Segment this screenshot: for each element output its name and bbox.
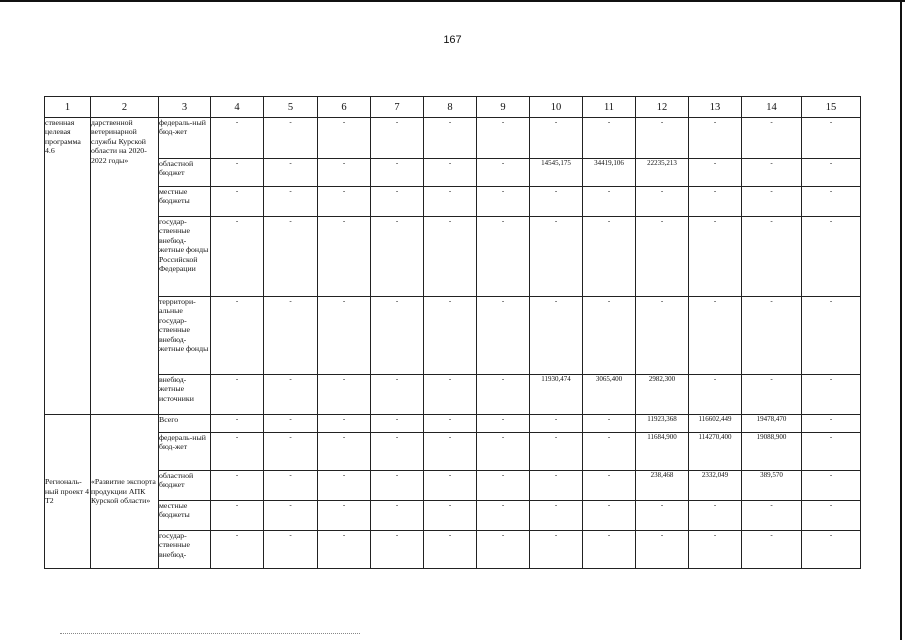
value-cell: -: [636, 297, 689, 375]
value-cell: -: [477, 159, 530, 187]
value-cell: -: [583, 471, 636, 501]
column-header: 2: [91, 97, 159, 118]
value-cell: -: [530, 187, 583, 217]
table-row: [45, 375, 861, 415]
value-cell: -: [583, 415, 636, 433]
value-cell: -: [371, 501, 424, 531]
value-cell: -: [802, 297, 861, 375]
value-cell: -: [742, 187, 802, 217]
table-row: [45, 187, 861, 217]
value-cell: -: [318, 159, 371, 187]
value-cell: -: [583, 501, 636, 531]
value-cell: -: [530, 531, 583, 569]
value-cell: -: [264, 501, 318, 531]
value-cell: -: [477, 531, 530, 569]
value-cell: -: [371, 415, 424, 433]
value-cell: 389,570: [742, 471, 802, 501]
value-cell: -: [742, 531, 802, 569]
value-cell: -: [583, 433, 636, 471]
funding-source: областной бюджет: [159, 159, 211, 187]
value-cell: -: [802, 217, 861, 297]
value-cell: -: [371, 159, 424, 187]
scan-artifact-line: [60, 633, 360, 634]
funding-source: государ-ственные внебюд-: [159, 531, 211, 569]
funding-source: федераль-ный бюд-жет: [159, 433, 211, 471]
table-row: [45, 433, 861, 471]
value-cell: -: [689, 375, 742, 415]
funding-source: местные бюджеты: [159, 187, 211, 217]
column-header: 15: [802, 97, 861, 118]
value-cell: -: [424, 217, 477, 297]
table-row: [45, 415, 861, 433]
table-row: [45, 471, 861, 501]
value-cell: -: [318, 531, 371, 569]
value-cell: -: [689, 501, 742, 531]
value-cell: -: [802, 159, 861, 187]
value-cell: -: [211, 433, 264, 471]
header-row: [45, 97, 861, 118]
table-row: [45, 297, 861, 375]
funding-source: внебюд-жетные источники: [159, 375, 211, 415]
value-cell: -: [211, 159, 264, 187]
value-cell: 2982,300: [636, 375, 689, 415]
value-cell: -: [742, 501, 802, 531]
value-cell: -: [318, 501, 371, 531]
value-cell: -: [318, 471, 371, 501]
value-cell: -: [636, 531, 689, 569]
column-header: 6: [318, 97, 371, 118]
value-cell: -: [264, 297, 318, 375]
value-cell: -: [802, 118, 861, 159]
program-name: ственная целевая программа 4.6: [45, 118, 91, 415]
value-cell: 11684,900: [636, 433, 689, 471]
column-header: 8: [424, 97, 477, 118]
value-cell: -: [371, 187, 424, 217]
value-cell: -: [477, 118, 530, 159]
value-cell: -: [371, 471, 424, 501]
value-cell: -: [211, 501, 264, 531]
value-cell: -: [636, 187, 689, 217]
column-header: 1: [45, 97, 91, 118]
value-cell: -: [530, 433, 583, 471]
column-header: 10: [530, 97, 583, 118]
funding-source: территори-альные государ-ственные внебюд-жетные фонды: [159, 297, 211, 375]
value-cell: -: [530, 501, 583, 531]
budget-table: [44, 96, 861, 569]
table-row: [45, 217, 861, 297]
value-cell: -: [211, 118, 264, 159]
value-cell: -: [264, 433, 318, 471]
value-cell: 114270,400: [689, 433, 742, 471]
funding-source: областной бюджет: [159, 471, 211, 501]
value-cell: -: [742, 118, 802, 159]
value-cell: -: [530, 118, 583, 159]
value-cell: -: [742, 297, 802, 375]
value-cell: -: [211, 415, 264, 433]
value-cell: -: [211, 375, 264, 415]
value-cell: -: [371, 375, 424, 415]
value-cell: -: [530, 297, 583, 375]
value-cell: 3065,400: [583, 375, 636, 415]
value-cell: -: [742, 375, 802, 415]
value-cell: -: [742, 159, 802, 187]
value-cell: -: [371, 217, 424, 297]
value-cell: -: [477, 433, 530, 471]
value-cell: -: [318, 375, 371, 415]
value-cell: -: [424, 118, 477, 159]
value-cell: -: [211, 471, 264, 501]
value-cell: -: [318, 297, 371, 375]
value-cell: -: [689, 118, 742, 159]
value-cell: -: [424, 531, 477, 569]
value-cell: -: [424, 187, 477, 217]
value-cell: -: [424, 501, 477, 531]
value-cell: -: [264, 375, 318, 415]
value-cell: 11923,368: [636, 415, 689, 433]
value-cell: -: [264, 187, 318, 217]
value-cell: -: [477, 217, 530, 297]
value-cell: -: [211, 187, 264, 217]
value-cell: -: [264, 471, 318, 501]
page-border-right: [900, 0, 902, 640]
value-cell: -: [742, 217, 802, 297]
table-body: [45, 118, 861, 569]
value-cell: -: [636, 217, 689, 297]
value-cell: -: [424, 297, 477, 375]
column-header: 11: [583, 97, 636, 118]
value-cell: -: [477, 501, 530, 531]
project-name: Региональ-ный проект 4 Т2: [45, 415, 91, 569]
value-cell: -: [424, 375, 477, 415]
table-row: [45, 159, 861, 187]
funding-source: государ-ственные внебюд-жетные фонды Российской Федерации: [159, 217, 211, 297]
project-title: «Развитие экспорта продукции АПК Курской области»: [91, 415, 159, 569]
value-cell: 11930,474: [530, 375, 583, 415]
program-title: дарственной ветеринарной службы Курской области на 2020-2022 годы»: [91, 118, 159, 415]
value-cell: -: [802, 187, 861, 217]
value-cell: 2332,049: [689, 471, 742, 501]
column-header: 4: [211, 97, 264, 118]
column-header: 5: [264, 97, 318, 118]
value-cell: -: [318, 415, 371, 433]
value-cell: -: [802, 433, 861, 471]
value-cell: -: [424, 159, 477, 187]
value-cell: -: [477, 471, 530, 501]
table-row: [45, 501, 861, 531]
value-cell: -: [371, 433, 424, 471]
value-cell: -: [371, 531, 424, 569]
value-cell: -: [802, 471, 861, 501]
value-cell: -: [583, 297, 636, 375]
value-cell: 116602,449: [689, 415, 742, 433]
value-cell: -: [211, 297, 264, 375]
value-cell: -: [802, 531, 861, 569]
value-cell: -: [530, 217, 583, 297]
funding-source: федераль-ный бюд-жет: [159, 118, 211, 159]
value-cell: -: [802, 375, 861, 415]
value-cell: 34419,106: [583, 159, 636, 187]
value-cell: 14545,175: [530, 159, 583, 187]
column-header: 3: [159, 97, 211, 118]
value-cell: -: [211, 217, 264, 297]
value-cell: 22235,213: [636, 159, 689, 187]
value-cell: -: [636, 118, 689, 159]
table-row: [45, 531, 861, 569]
value-cell: -: [689, 187, 742, 217]
value-cell: -: [583, 118, 636, 159]
value-cell: -: [318, 433, 371, 471]
value-cell: -: [211, 531, 264, 569]
value-cell: -: [802, 501, 861, 531]
table-row: [45, 118, 861, 159]
value-cell: -: [477, 415, 530, 433]
value-cell: -: [689, 297, 742, 375]
value-cell: -: [583, 217, 636, 297]
value-cell: -: [264, 159, 318, 187]
value-cell: -: [318, 217, 371, 297]
column-header: 12: [636, 97, 689, 118]
value-cell: -: [477, 297, 530, 375]
funding-source: Всего: [159, 415, 211, 433]
column-header: 7: [371, 97, 424, 118]
value-cell: -: [530, 471, 583, 501]
column-header: 13: [689, 97, 742, 118]
value-cell: -: [318, 118, 371, 159]
value-cell: -: [530, 415, 583, 433]
value-cell: -: [264, 415, 318, 433]
value-cell: -: [264, 217, 318, 297]
value-cell: -: [424, 415, 477, 433]
value-cell: 19088,900: [742, 433, 802, 471]
value-cell: 238,468: [636, 471, 689, 501]
value-cell: 19478,470: [742, 415, 802, 433]
value-cell: -: [318, 187, 371, 217]
value-cell: -: [802, 415, 861, 433]
value-cell: -: [477, 187, 530, 217]
value-cell: -: [477, 375, 530, 415]
funding-source: местные бюджеты: [159, 501, 211, 531]
value-cell: -: [371, 118, 424, 159]
value-cell: -: [583, 187, 636, 217]
value-cell: -: [689, 159, 742, 187]
value-cell: -: [264, 531, 318, 569]
page-border-top: [0, 0, 905, 2]
page-number: 167: [443, 34, 462, 46]
value-cell: -: [689, 217, 742, 297]
column-header: 14: [742, 97, 802, 118]
column-header: 9: [477, 97, 530, 118]
value-cell: -: [424, 433, 477, 471]
value-cell: -: [636, 501, 689, 531]
value-cell: -: [689, 531, 742, 569]
value-cell: -: [264, 118, 318, 159]
value-cell: -: [371, 297, 424, 375]
value-cell: -: [424, 471, 477, 501]
value-cell: -: [583, 531, 636, 569]
